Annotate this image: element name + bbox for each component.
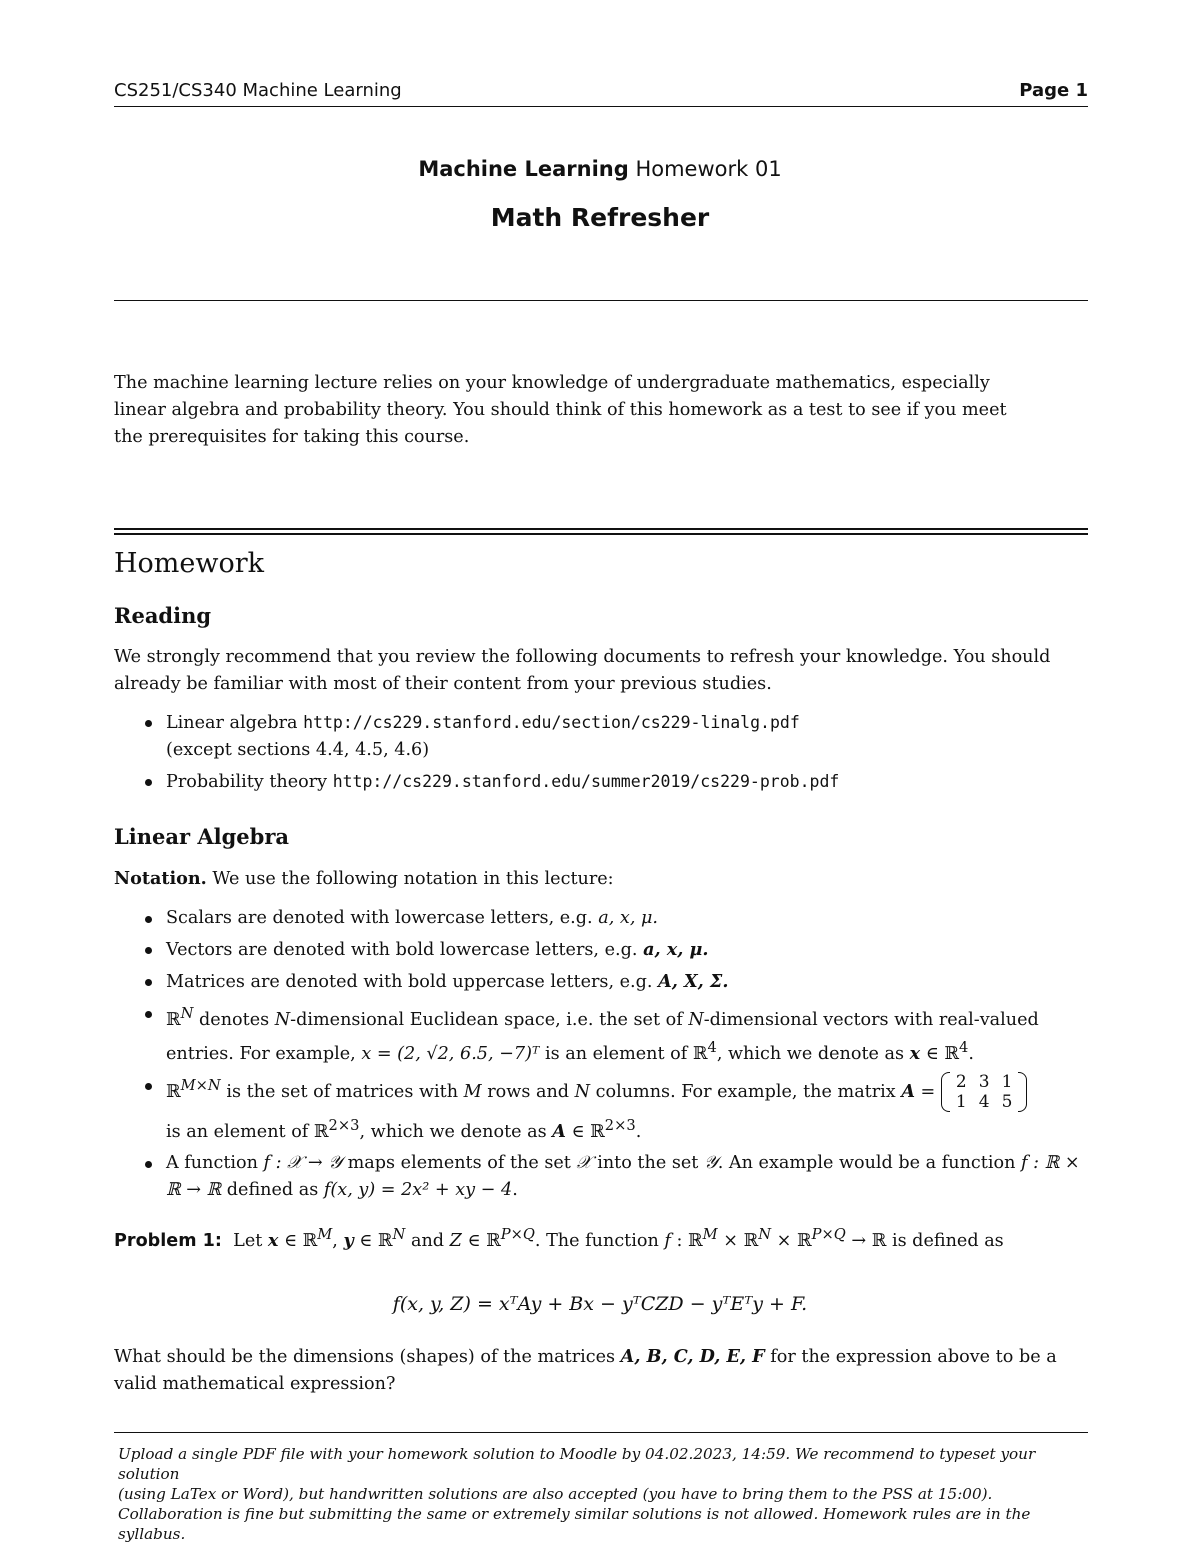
problem-text: is defined as <box>891 1230 1004 1251</box>
title-bold-part: Machine Learning <box>418 157 629 181</box>
math-symbol: f : ℝ$^M$ × ℝ$^N$ × ℝ$^{P\times Q}$ → ℝ <box>664 1226 887 1251</box>
section-heading-homework: Homework <box>114 548 265 579</box>
bullet-text: , which we denote as <box>716 1043 905 1064</box>
bullet-text: denotes <box>199 1009 270 1030</box>
bullet-text: columns. For example, the matrix <box>595 1081 896 1102</box>
title-rest-part: Homework 01 <box>635 157 782 181</box>
math-symbol: A = <box>901 1080 936 1102</box>
math-symbol: Z ∈ ℝ$^{P\times Q}$ <box>449 1226 535 1251</box>
notation-list <box>143 905 1088 1208</box>
matrix-cell: 5 <box>1001 1091 1013 1112</box>
bullet-text: rows and <box>487 1081 570 1102</box>
problem-label: Problem 1: <box>114 1230 222 1251</box>
math-symbol: M <box>463 1081 482 1102</box>
problem-text: . The function <box>534 1230 659 1251</box>
math-symbol: N <box>574 1081 591 1102</box>
section-rule-top <box>114 528 1088 530</box>
running-header-course: CS251/CS340 Machine Learning <box>114 80 402 101</box>
math-symbol: N <box>688 1009 704 1030</box>
header-rule <box>114 106 1088 107</box>
list-item <box>143 905 1088 932</box>
math-symbol: 𝒴 <box>703 1152 718 1173</box>
footer-line: Collaboration is fine but submitting the same or extremely similar solutions is not allowed. Homework rules are in the syllabus. <box>118 1505 1031 1543</box>
matrix-cell: 1 <box>955 1091 967 1112</box>
math-symbol: N <box>274 1009 291 1030</box>
footer-line: (using LaTex or Word), but handwritten solutions are also accepted (you have to bring them to the PSS at 15:00). <box>118 1485 993 1503</box>
math-symbol: ℝ$^{2\times 3}$ <box>313 1116 360 1142</box>
reading-item-label: Linear algebra <box>166 713 298 733</box>
math-symbol: 𝒳 <box>576 1152 592 1173</box>
running-header-page: Page 1 <box>1019 80 1088 101</box>
bullet-text: maps elements of the set <box>347 1152 571 1173</box>
problem-equation: f(x, y, Z) = xᵀAy + Bx − yᵀCZD − yᵀEᵀy + F. <box>392 1293 808 1315</box>
bullet-text: . An example would be a function <box>717 1152 1016 1173</box>
notation-label: Notation. <box>114 868 207 889</box>
problem-text: What should be the dimensions (shapes) of the matrices <box>114 1347 616 1367</box>
bullet-text: is an element of <box>166 1121 309 1142</box>
math-symbol: ℝ$^N$ <box>166 1005 194 1030</box>
matrix-cell: 4 <box>978 1091 990 1112</box>
problem-matrices: A, B, C, D, E, F <box>620 1346 765 1367</box>
bullet-math: f(x, y) = 2x² + xy − 4 <box>323 1179 513 1200</box>
bullet-text: into the set <box>597 1152 699 1173</box>
section-rule-bottom <box>114 533 1088 535</box>
bullet-text: Vectors are denoted with bold lowercase letters, e.g. <box>166 940 638 960</box>
bullet-math: a, x, μ. <box>643 939 709 960</box>
notation-paragraph <box>114 865 1088 893</box>
list-item <box>143 1000 1088 1068</box>
problem-text: for the expression above to be a valid mathematical expression? <box>114 1347 1057 1394</box>
bullet-text: , which we denote as <box>359 1121 547 1142</box>
reading-list <box>143 709 1088 800</box>
linalg-pdf-link[interactable]: http://cs229.stanford.edu/section/cs229-linalg.pdf <box>303 713 800 732</box>
subheading-reading: Reading <box>114 603 212 628</box>
bullet-text: Scalars are denoted with lowercase letters, e.g. <box>166 908 593 928</box>
list-item <box>143 768 1088 796</box>
matrix-cell: 3 <box>978 1071 990 1092</box>
bullet-text: . <box>635 1121 642 1142</box>
footer-line: Upload a single PDF file with your homework solution to Moodle by 04.02.2023, 14:59. We recommend to typeset your solution <box>118 1445 1036 1483</box>
bullet-math: f : ℝ × ℝ → ℝ <box>166 1152 1080 1200</box>
matrix-cell: 2 <box>955 1071 967 1092</box>
notation-text: We use the following notation in this lecture: <box>212 869 614 889</box>
title-rule <box>114 300 1088 301</box>
bullet-math: a, x, μ. <box>598 908 659 928</box>
prob-pdf-link[interactable]: http://cs229.stanford.edu/summer2019/cs229-prob.pdf <box>332 772 840 791</box>
bullet-text: is an element of <box>544 1043 688 1064</box>
footer-rule <box>114 1432 1088 1433</box>
example-matrix <box>941 1072 1027 1112</box>
list-item <box>143 1150 1088 1204</box>
bullet-math: f : 𝒳 → 𝒴 <box>263 1152 343 1173</box>
bullet-text: -dimensional vectors with real-valued entries. For example, <box>166 1009 1039 1064</box>
problem-question <box>114 1343 1088 1398</box>
bullet-text: is the set of matrices with <box>226 1081 459 1102</box>
list-item <box>143 1072 1088 1146</box>
reading-item-note: (except sections 4.4, 4.5, 4.6) <box>166 740 430 760</box>
bullet-text: defined as <box>226 1179 319 1200</box>
document-subtitle: Math Refresher <box>490 203 710 232</box>
bullet-math: A, X, Σ. <box>658 971 729 992</box>
math-symbol: x ∈ ℝ$^4$ <box>909 1038 969 1064</box>
matrix-cell: 1 <box>1001 1071 1013 1092</box>
math-symbol: x ∈ ℝ$^M$, y ∈ ℝ$^N$ <box>267 1226 406 1251</box>
bullet-text: . <box>512 1179 518 1200</box>
bullet-text: -dimensional Euclidean space, i.e. the set of <box>290 1009 683 1030</box>
footer-notes <box>118 1444 1098 1544</box>
reading-item-label: Probability theory <box>166 772 328 792</box>
list-item <box>143 968 1088 996</box>
list-item <box>143 709 1088 764</box>
reading-paragraph: We strongly recommend that you review the following documents to refresh your knowledge. You should already be familiar with most of their content from your previous studies. <box>114 647 1051 694</box>
problem-text: Let <box>233 1230 263 1251</box>
math-symbol: ℝ$^{M\times N}$ <box>166 1076 221 1102</box>
bullet-text: A function <box>166 1152 258 1173</box>
bullet-text: Matrices are denoted with bold uppercase letters, e.g. <box>166 972 653 992</box>
math-symbol: ℝ$^4$ <box>692 1038 717 1064</box>
math-symbol: A ∈ ℝ$^{2\times 3}$ <box>552 1116 636 1142</box>
problem-1-statement <box>114 1221 1088 1255</box>
intro-paragraph: The machine learning lecture relies on your knowledge of undergraduate mathematics, especially linear algebra and probability theory. You should think of this homework as a test to see if you meet the prerequisites for taking this course. <box>114 373 1007 447</box>
list-item <box>143 936 1088 964</box>
bullet-math: x = (2, √2, 6.5, −7)ᵀ <box>361 1043 540 1064</box>
bullet-text: . <box>968 1043 974 1064</box>
subheading-linear-algebra: Linear Algebra <box>114 824 290 849</box>
problem-text: and <box>410 1230 445 1251</box>
document-title <box>0 157 1200 181</box>
